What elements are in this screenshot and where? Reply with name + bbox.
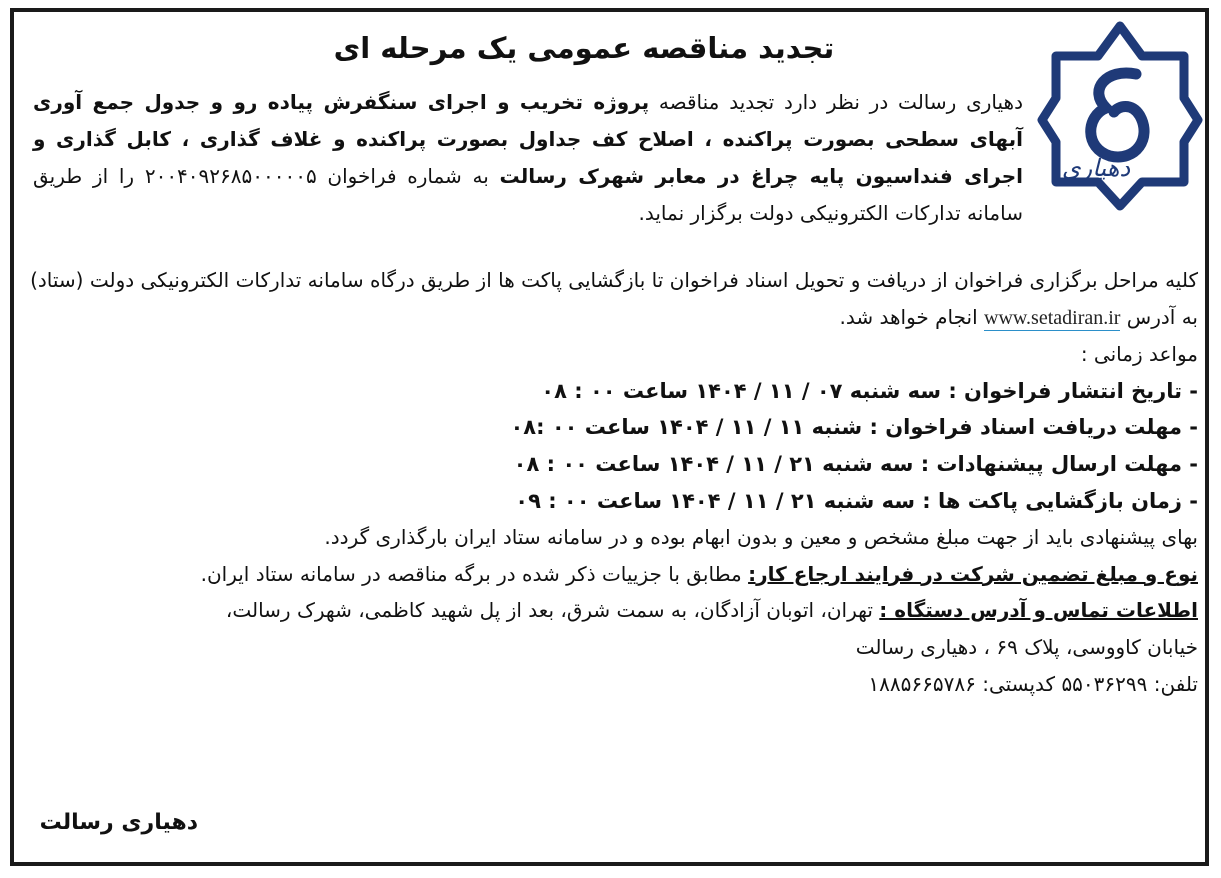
stages-text-1: کلیه مراحل برگزاری فراخوان از دریافت و تحویل اسناد فراخوان تا بازگشایی پاکت ها از طریق درگاه سامانه تدارکات الکترونیکی دولت (ستاد) به آدرس: [30, 268, 1198, 329]
setadiran-link[interactable]: www.setadiran.ir: [984, 306, 1121, 329]
signature: دهیاری رسالت: [39, 810, 198, 835]
dehyari-logo: [1036, 16, 1204, 212]
schedule-heading: مواعد زمانی :: [1080, 342, 1198, 367]
contact-phone: تلفن: ۵۵۰۳۶۲۹۹ کدپستی: ۱۸۸۵۶۶۵۷۸۶: [868, 671, 1198, 696]
contact-address-1: تهران، اتوبان آزادگان، به سمت شرق، بعد از پل شهید کاظمی، شهرک رسالت،: [225, 598, 880, 623]
price-note: بهای پیشنهادی باید از جهت مبلغ مشخص و معین و بدون ابهام بوده و در سامانه ستاد ایران بارگذاری گردد.: [324, 525, 1198, 550]
guarantee-label: نوع و مبلغ تضمین شرکت در فرایند ارجاع کار:: [748, 561, 1198, 586]
logo-emblem: [1036, 16, 1204, 212]
stages-text-2: انجام خواهد شد.: [839, 304, 985, 329]
stages-paragraph: [28, 262, 1198, 336]
guarantee-text: مطابق با جزییات ذکر شده در برگه مناقصه در سامانه ستاد ایران.: [200, 561, 749, 586]
guarantee-line: [28, 556, 1198, 593]
contact-line: [28, 592, 1198, 629]
intro-paragraph: [33, 84, 1023, 232]
schedule-item-opening: - زمان بازگشایی پاکت ها : سه شنبه ۲۱ / ۱۱ / ۱۴۰۴ ساعت ۰۰ : ۰۹: [515, 488, 1198, 513]
schedule-item-submit: - مهلت ارسال پیشنهادات : سه شنبه ۲۱ / ۱۱ / ۱۴۰۴ ساعت ۰۰ : ۰۸: [513, 451, 1198, 476]
intro-text-2: به شماره فراخوان ۲۰۰۴۰۹۲۶۸۵۰۰۰۰۰۵ را از طریق سامانه تدارکات الکترونیکی دولت برگزار نماید.: [33, 164, 1023, 225]
project-title: پروژه تخریب و اجرای سنگفرش پیاده رو و جدول جمع آوری آبهای سطحی بصورت پراکنده ، اصلاح کف جداول بصورت پراکنده و غلاف گذاری ، کابل گذاری و اجرای فنداسیون پایه چراغ در معابر شهرک رسالت: [33, 90, 1023, 188]
notice-body: [28, 262, 1198, 702]
page-title: تجدید مناقصه عمومی یک مرحله ای: [333, 31, 835, 65]
contact-label: اطلاعات تماس و آدرس دستگاه :: [879, 598, 1198, 623]
logo-text: دهیاری: [1061, 154, 1131, 182]
tender-notice: [24, 14, 1198, 854]
intro-text-1: دهیاری رسالت در نظر دارد تجدید مناقصه: [649, 90, 1024, 114]
schedule-item-publish: - تاریخ انتشار فراخوان : سه شنبه ۰۷ / ۱۱ / ۱۴۰۴ ساعت ۰۰ : ۰۸: [541, 378, 1198, 403]
schedule-item-receive: - مهلت دریافت اسناد فراخوان : شنبه ۱۱ / ۱۱ / ۱۴۰۴ ساعت ۰۰ :۰۸: [510, 415, 1198, 440]
contact-address-2: خیابان کاووسی، پلاک ۶۹ ، دهیاری رسالت: [855, 634, 1198, 659]
